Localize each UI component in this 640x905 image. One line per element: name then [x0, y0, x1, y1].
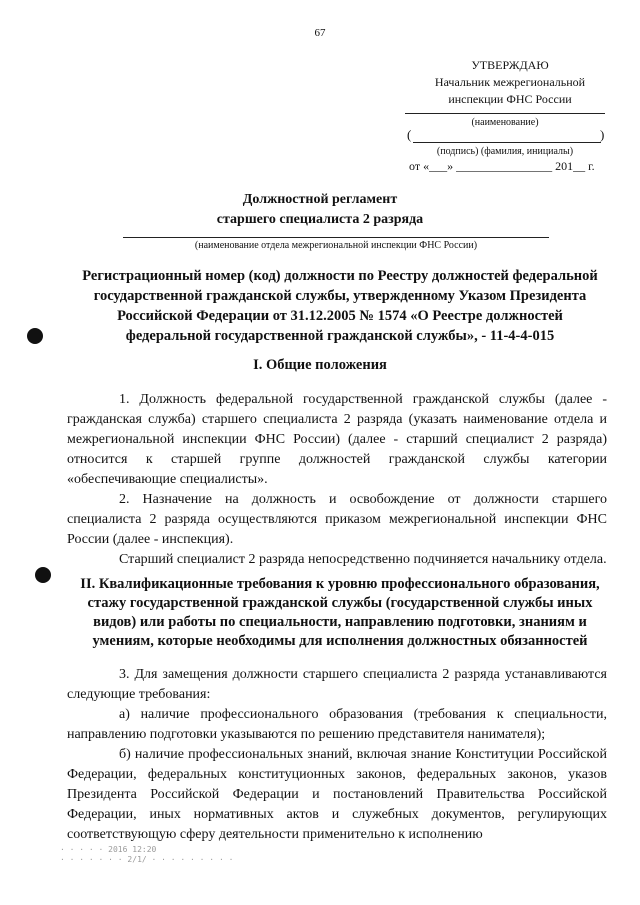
footer-stamp-line-2: · · · · · · · 2/1/ · · · · · · · · · — [60, 855, 234, 864]
section-1-body — [67, 390, 607, 570]
signature-line — [413, 142, 601, 143]
paragraph-2: 2. Назначение на должность и освобождение от должности старшего специалиста 2 разряда осуществляются приказом межрегиональной инспекции ФНС России (далее - инспекция). — [67, 492, 607, 547]
registration-line-1: Регистрационный номер (код) должности по Реестру должностей федеральной — [82, 268, 598, 284]
paragraph-3: Старший специалист 2 разряда непосредственно подчиняется начальнику отдела. — [119, 552, 607, 567]
department-line — [123, 237, 549, 238]
open-paren: ( — [407, 127, 412, 142]
page-number: 67 — [314, 27, 326, 39]
section-2-heading-line-4: умениям, которые необходимы для исполнения должностных обязанностей — [92, 633, 588, 649]
punch-hole-1 — [27, 328, 43, 344]
department-caption: (наименование отдела межрегиональной инспекции ФНС России) — [194, 240, 478, 251]
approval-org: инспекции ФНС России — [448, 92, 572, 106]
section-2-heading-line-2: стажу государственной гражданской службы (государственной службы иных — [87, 595, 593, 611]
section-2-body — [67, 665, 607, 845]
signature-caption: (подпись) (фамилия, инициалы) — [436, 146, 574, 157]
approval-position: Начальник межрегиональной — [434, 75, 586, 89]
section-2-heading-line-1: II. Квалификационные требования к уровню профессионального образования, — [80, 576, 600, 592]
paragraph-1: 1. Должность федеральной государственной гражданской службы (далее - гражданская служба) старшего специалиста 2 разряда (указать наименование отдела и межрегиональной инспекции ФНС России) (далее - старший специалист 2 разряда) относится к старшей группе должностей гражданской службы категории «обеспечивающие специалисты». — [67, 392, 607, 487]
paragraph-a: а) наличие профессионального образования (требования к специальности, направлению подготовки указываются по решению представителя нанимателя); — [67, 707, 607, 742]
close-paren: ) — [600, 127, 605, 142]
regulation-title — [0, 190, 640, 230]
section-1-heading: I. Общие положения — [253, 357, 387, 373]
footer-stamp-line-1: · · · · · 2016 12:20 — [60, 845, 157, 854]
name-caption: (наименование) — [471, 117, 539, 128]
section-2-heading-line-3: видов) или работы по специальности, направлению подготовки, знаниям и — [93, 614, 587, 630]
paragraph-3-requirements: 3. Для замещения должности старшего специалиста 2 разряда устанавливаются следующие требования: — [67, 667, 607, 702]
registration-line-3: Российской Федерации от 31.12.2005 № 1574 «О Реестре должностей — [117, 308, 563, 324]
title-line-1: Должностной регламент — [242, 192, 398, 207]
approval-date: от «___» ________________ 201__ г. — [409, 159, 595, 173]
punch-hole-2 — [35, 567, 51, 583]
title-line-2: старшего специалиста 2 разряда — [216, 212, 424, 227]
paragraph-b: б) наличие профессиональных знаний, включая знание Конституции Российской Федерации, федеральных конституционных законов, федеральных законов, указов Президента Российской Федерации и постановлений Правительства Российской Федерации, иных нормативных актов и служебных документов, регулирующих соответствующую сферу деятельности применительно к исполнению — [67, 747, 607, 842]
registration-line-2: государственной гражданской службы, утвержденному Указом Президента — [93, 288, 587, 304]
approval-block — [400, 57, 620, 108]
registration-paragraph — [60, 266, 620, 346]
footer-stamp — [60, 845, 233, 865]
registration-line-4: федеральной государственной гражданской службы», - 11-4-4-015 — [125, 328, 555, 344]
approval-heading: УТВЕРЖДАЮ — [471, 58, 549, 72]
section-2-heading — [60, 575, 620, 651]
name-line — [405, 113, 605, 114]
